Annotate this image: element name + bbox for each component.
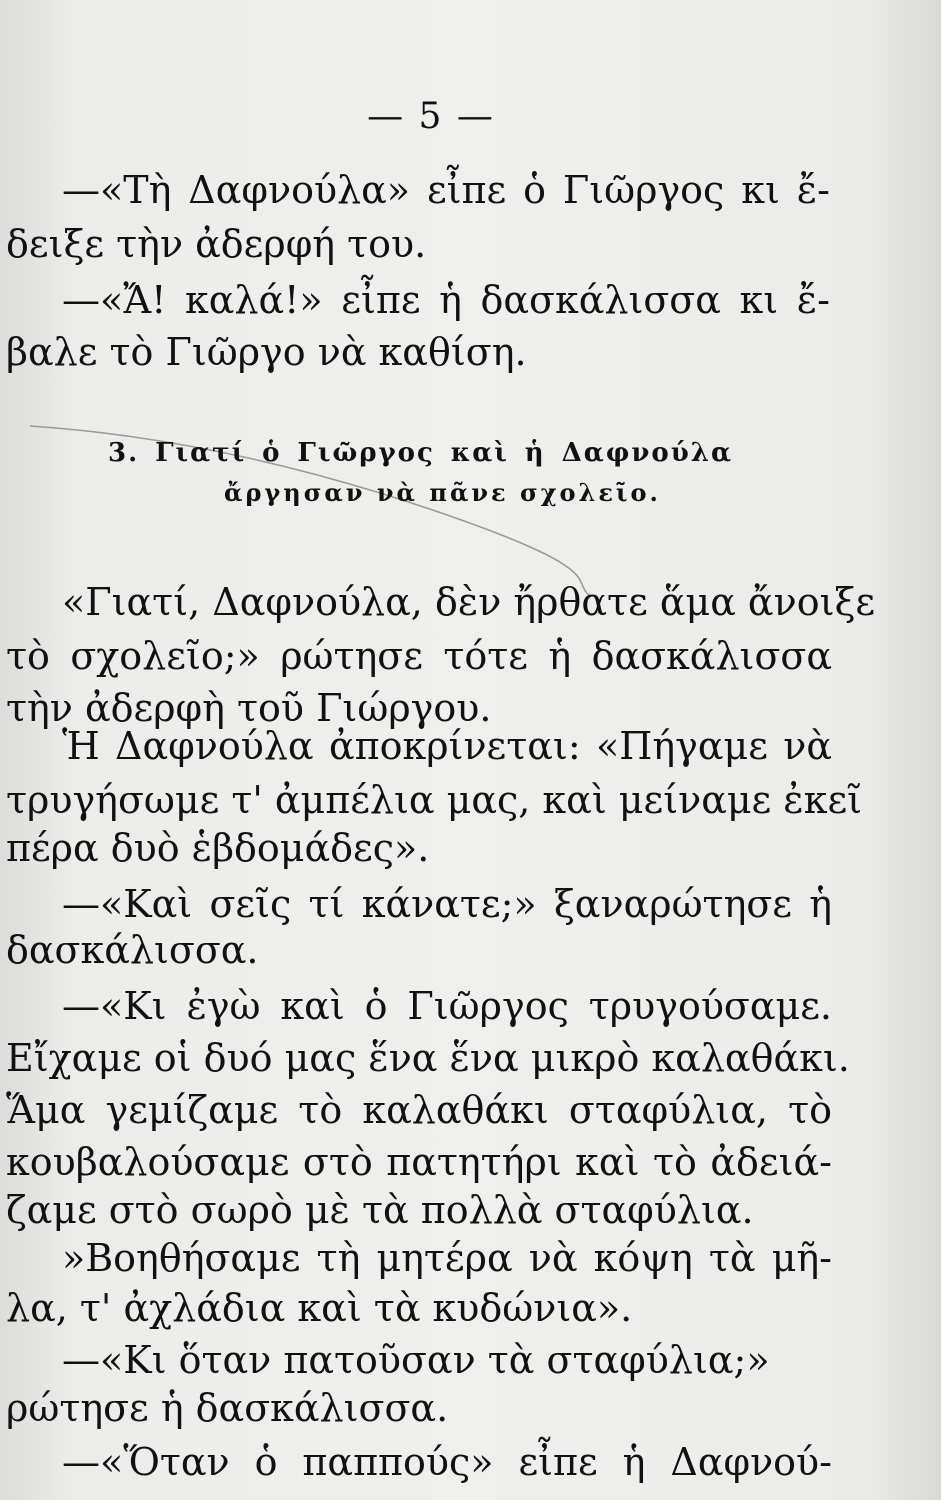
page-number: — 5 — (367, 96, 495, 137)
text-line: —«Καὶ σεῖς τί κάνατε;» ξαναρώτησε ἡ (62, 882, 832, 926)
text-line: —«Ἄ! καλά!» εἶπε ἡ δασκάλισσα κι ἔ- (62, 278, 830, 322)
text-line: ρώτησε ἡ δασκάλισσα. (6, 1386, 449, 1430)
text-line: Ἅμα γεμίζαμε τὸ καλαθάκι σταφύλια, τὸ (6, 1088, 832, 1132)
section-heading-continued: ἄργησαν νὰ πᾶνε σχολεῖο. (224, 478, 661, 507)
text-line: δασκάλισσα. (6, 928, 259, 972)
section-heading: 3. Γιατί ὁ Γιῶργος καὶ ἡ Δαφνούλα (108, 438, 733, 468)
text-line: κουβαλούσαμε στὸ πατητήρι καὶ τὸ ἀδειά- (6, 1140, 832, 1184)
text-line: δειξε τὴν ἀδερφή του. (6, 222, 427, 266)
text-line: —«Ὅταν ὁ παππούς» εἶπε ἡ Δαφνού- (62, 1440, 832, 1484)
text-line: —«Κι ἐγὼ καὶ ὁ Γιῶργος τρυγούσαμε. (62, 984, 832, 1028)
text-line: τὸ σχολεῖο;» ρώτησε τότε ἡ δασκάλισσα (6, 634, 832, 678)
text-line: λα, τ' ἀχλάδια καὶ τὰ κυδώνια». (6, 1286, 633, 1330)
text-line: τρυγήσωμε τ' ἀμπέλια μας, καὶ μείναμε ἐκεῖ (6, 778, 863, 822)
text-line: —«Κι ὅταν πατοῦσαν τὰ σταφύλια;» (62, 1338, 770, 1382)
text-line: ζαμε στὸ σωρὸ μὲ τὰ πολλὰ σταφύλια. (6, 1188, 754, 1232)
text-line: —«Τὴ Δαφνούλα» εἶπε ὁ Γιῶργος κι ἔ- (62, 168, 830, 212)
text-line: «Γιατί, Δαφνούλα, δὲν ἤρθατε ἅμα ἄνοιξε (62, 580, 876, 624)
text-line: τὴν ἀδερφὴ τοῦ Γιώργου. (6, 686, 492, 730)
text-line: Ἡ Δαφνούλα ἀποκρίνεται: «Πήγαμε νὰ (62, 724, 832, 768)
text-line: »Βοηθήσαμε τὴ μητέρα νὰ κόψη τὰ μῆ- (62, 1236, 832, 1280)
text-line: βαλε τὸ Γιῶργο νὰ καθίση. (6, 330, 527, 374)
text-line: πέρα δυὸ ἑβδομάδες». (6, 826, 430, 870)
text-line: Εἴχαμε οἱ δυό μας ἕνα ἕνα μικρὸ καλαθάκι. (6, 1036, 850, 1080)
